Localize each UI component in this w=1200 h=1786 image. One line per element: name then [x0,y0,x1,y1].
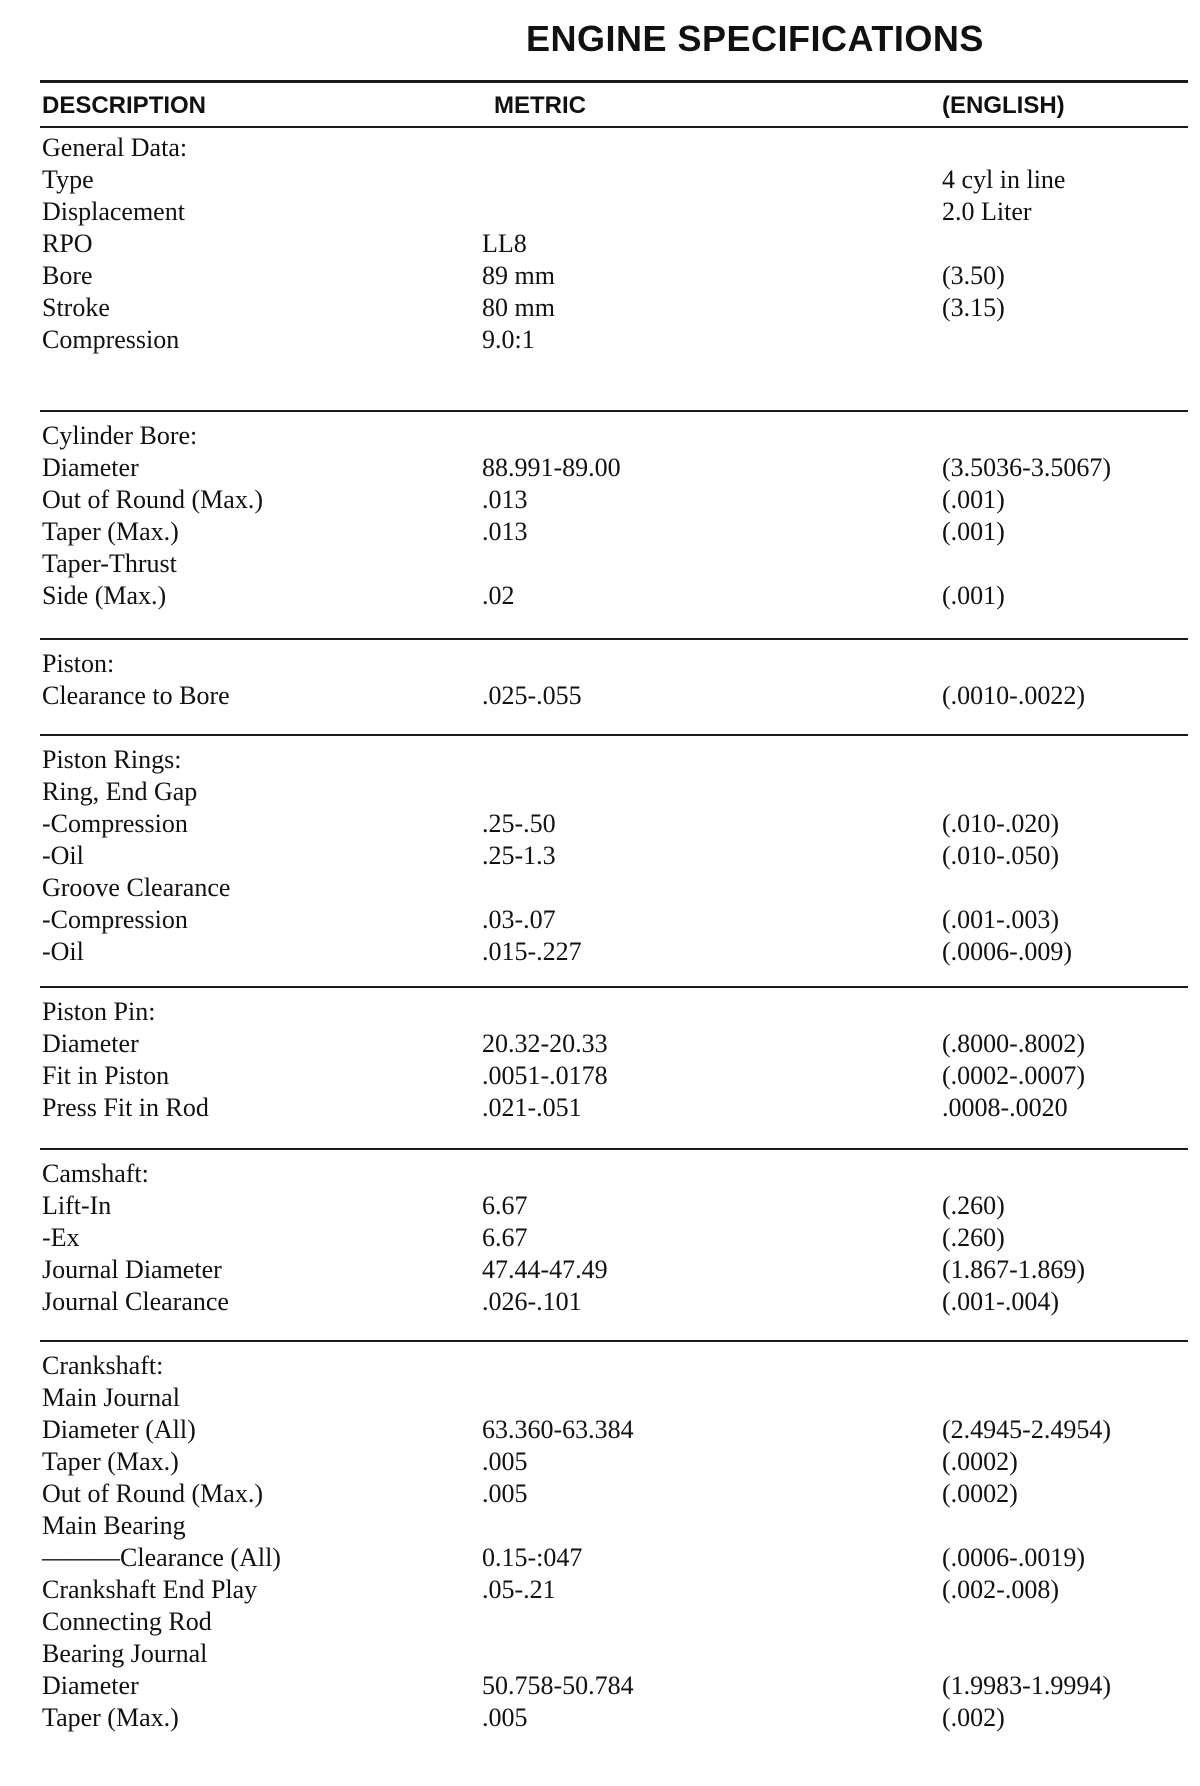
spec-english: (.001) [942,517,1005,546]
spec-english: (.001-.003) [942,905,1059,934]
spec-row [0,776,1200,808]
spec-metric: .03-.07 [482,905,556,934]
spec-english: (.0010-.0022) [942,681,1085,710]
spec-row [0,1702,1200,1734]
spec-description: Lift-In [42,1191,112,1220]
spec-english: (3.15) [942,293,1005,322]
spec-row [0,1382,1200,1414]
section-divider [40,1340,1188,1342]
spec-english: (.001-.004) [942,1287,1059,1316]
spec-description: -Oil [42,841,84,870]
spec-english: (.260) [942,1223,1005,1252]
spec-description: Crankshaft End Play [42,1575,258,1604]
spec-metric: 0.15-:047 [482,1543,583,1572]
spec-row [0,132,1200,164]
spec-row [0,1574,1200,1606]
spec-description: Cylinder Bore: [42,421,198,450]
spec-description: Main Journal [42,1383,180,1412]
spec-row [0,1510,1200,1542]
spec-metric: LL8 [482,229,527,258]
spec-row [0,744,1200,776]
spec-description: Out of Round (Max.) [42,485,263,514]
spec-english: (.0002) [942,1479,1018,1508]
spec-row [0,1060,1200,1092]
spec-metric: .013 [482,485,528,514]
spec-metric: .013 [482,517,528,546]
spec-metric: .026-.101 [482,1287,582,1316]
section-divider [40,734,1188,736]
spec-description: Compression [42,325,180,354]
spec-description: Connecting Rod [42,1607,212,1636]
spec-row [0,840,1200,872]
spec-english: (.010-.020) [942,809,1059,838]
spec-description: Diameter [42,1671,139,1700]
spec-description: General Data: [42,133,188,162]
spec-description: Ring, End Gap [42,777,198,806]
spec-english: (.0006-.0019) [942,1543,1085,1572]
header-bottom-rule [40,126,1188,128]
spec-metric: .25-.50 [482,809,556,838]
spec-row [0,936,1200,968]
spec-description: Piston: [42,649,115,678]
spec-description: Taper-Thrust [42,549,177,578]
spec-english: (.0002) [942,1447,1018,1476]
spec-metric: 88.991-89.00 [482,453,621,482]
spec-row [0,1478,1200,1510]
spec-row [0,1092,1200,1124]
header-top-rule [40,80,1188,83]
spec-english: .0008-.0020 [942,1093,1068,1122]
spec-description: Stroke [42,293,110,322]
spec-metric: 9.0:1 [482,325,535,354]
spec-description: Taper (Max.) [42,1703,179,1732]
spec-english: 2.0 Liter [942,197,1032,226]
spec-english: (.010-.050) [942,841,1059,870]
spec-metric: 89 mm [482,261,555,290]
spec-english: (.0006-.009) [942,937,1072,966]
spec-row [0,1190,1200,1222]
spec-description: Bore [42,261,93,290]
spec-metric: 47.44-47.49 [482,1255,608,1284]
spec-metric: .025-.055 [482,681,582,710]
spec-metric: .02 [482,581,515,610]
spec-description: Side (Max.) [42,581,167,610]
spec-english: (1.9983-1.9994) [942,1671,1111,1700]
column-header-metric: METRIC [494,92,586,119]
spec-description: Main Bearing [42,1511,186,1540]
spec-english: (.002) [942,1703,1005,1732]
spec-row [0,164,1200,196]
spec-description: Camshaft: [42,1159,149,1188]
spec-metric: 80 mm [482,293,555,322]
spec-description: Journal Clearance [42,1287,229,1316]
spec-row [0,260,1200,292]
spec-row [0,452,1200,484]
spec-row [0,1638,1200,1670]
spec-row [0,808,1200,840]
spec-description: Diameter (All) [42,1415,196,1444]
spec-metric: .005 [482,1703,528,1732]
page-title: ENGINE SPECIFICATIONS [526,18,984,59]
spec-row [0,1254,1200,1286]
spec-metric: .021-.051 [482,1093,582,1122]
spec-metric: .005 [482,1447,528,1476]
spec-description: Bearing Journal [42,1639,208,1668]
spec-metric: 6.67 [482,1223,528,1252]
section-divider [40,1148,1188,1150]
spec-description: -Ex [42,1223,80,1252]
spec-description: RPO [42,229,93,258]
spec-english: (.002-.008) [942,1575,1059,1604]
spec-description: Type [42,165,94,194]
spec-english: (3.50) [942,261,1005,290]
spec-row [0,516,1200,548]
spec-description: Piston Rings: [42,745,182,774]
spec-description: -Compression [42,809,188,838]
spec-metric: 20.32-20.33 [482,1029,608,1058]
spec-row [0,996,1200,1028]
spec-english: (2.4945-2.4954) [942,1415,1111,1444]
spec-description: Taper (Max.) [42,517,179,546]
spec-english: (.260) [942,1191,1005,1220]
spec-metric: 63.360-63.384 [482,1415,634,1444]
spec-description: Crankshaft: [42,1351,164,1380]
spec-description: -Oil [42,937,84,966]
spec-metric: .05-.21 [482,1575,556,1604]
spec-description: Piston Pin: [42,997,156,1026]
spec-description: Journal Diameter [42,1255,222,1284]
spec-row [0,1606,1200,1638]
section-divider [40,638,1188,640]
section-divider [40,986,1188,988]
spec-row [0,1350,1200,1382]
spec-row [0,580,1200,612]
spec-row [0,1222,1200,1254]
spec-description: Press Fit in Rod [42,1093,209,1122]
spec-english: (.001) [942,581,1005,610]
spec-description: -Compression [42,905,188,934]
spec-row [0,484,1200,516]
spec-row [0,292,1200,324]
column-header-english: (ENGLISH) [942,92,1065,119]
spec-metric: .25-1.3 [482,841,556,870]
spec-english: (.0002-.0007) [942,1061,1085,1090]
spec-metric: 50.758-50.784 [482,1671,634,1700]
spec-row [0,904,1200,936]
spec-description: Displacement [42,197,185,226]
spec-row [0,196,1200,228]
spec-row [0,1446,1200,1478]
spec-row [0,420,1200,452]
spec-description: Diameter [42,1029,139,1058]
spec-row [0,1028,1200,1060]
spec-row [0,1670,1200,1702]
spec-english: (1.867-1.869) [942,1255,1085,1284]
spec-metric: .005 [482,1479,528,1508]
spec-metric: .0051-.0178 [482,1061,608,1090]
column-header-description: DESCRIPTION [42,92,207,119]
spec-description: Diameter [42,453,139,482]
spec-description: Taper (Max.) [42,1447,179,1476]
spec-row [0,1158,1200,1190]
spec-row [0,1286,1200,1318]
spec-description: Groove Clearance [42,873,231,902]
spec-description: Fit in Piston [42,1061,170,1090]
spec-metric: .015-.227 [482,937,582,966]
spec-row [0,228,1200,260]
spec-english: (.001) [942,485,1005,514]
spec-row [0,648,1200,680]
spec-metric: 6.67 [482,1191,528,1220]
section-divider [40,410,1188,412]
spec-row [0,872,1200,904]
spec-row [0,680,1200,712]
spec-description: Clearance to Bore [42,681,230,710]
spec-english: (3.5036-3.5067) [942,453,1111,482]
spec-english: (.8000-.8002) [942,1029,1085,1058]
spec-row [0,1414,1200,1446]
spec-description: Out of Round (Max.) [42,1479,263,1508]
spec-row [0,548,1200,580]
spec-english: 4 cyl in line [942,165,1066,194]
spec-description: ———Clearance (All) [42,1543,281,1572]
spec-row [0,324,1200,356]
spec-row [0,1542,1200,1574]
